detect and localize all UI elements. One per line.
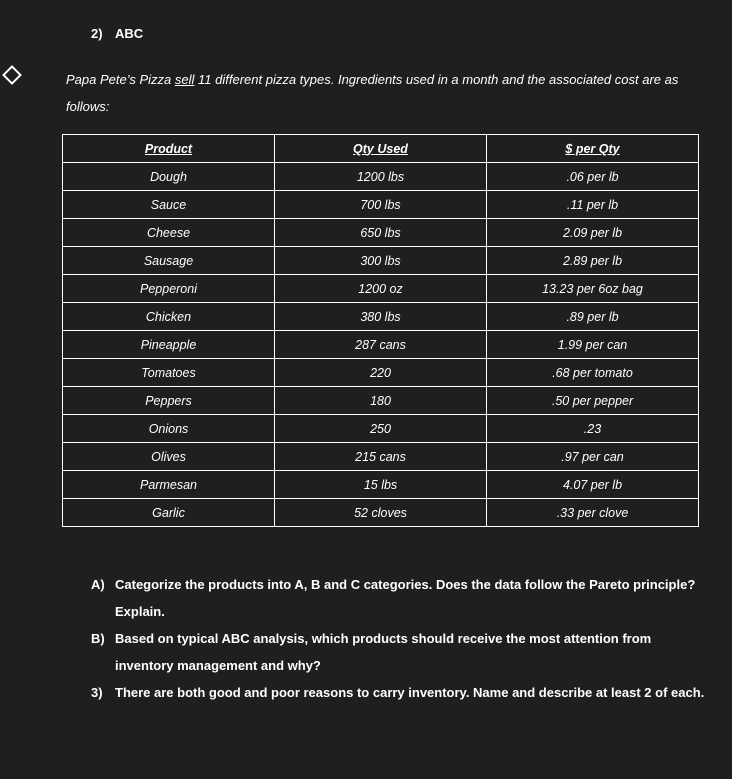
table-row xyxy=(63,303,699,331)
cell-qty-used: 215 cans xyxy=(275,443,487,471)
intro-text-start: Papa Pete’s Pizza xyxy=(66,72,175,87)
cell-price-per-qty: .06 per lb xyxy=(487,163,699,191)
header-price-per-qty: $ per Qty xyxy=(487,135,699,163)
cell-product: Peppers xyxy=(63,387,275,415)
cell-price-per-qty: .50 per pepper xyxy=(487,387,699,415)
table-row xyxy=(63,387,699,415)
cell-price-per-qty: .33 per clove xyxy=(487,499,699,527)
cell-product: Onions xyxy=(63,415,275,443)
cell-product: Sauce xyxy=(63,191,275,219)
cell-product: Olives xyxy=(63,443,275,471)
cell-qty-used: 15 lbs xyxy=(275,471,487,499)
cell-price-per-qty: 1.99 per can xyxy=(487,331,699,359)
cell-product: Pepperoni xyxy=(63,275,275,303)
section-number: 2) xyxy=(91,26,103,41)
cell-price-per-qty: 13.23 per 6oz bag xyxy=(487,275,699,303)
table-row xyxy=(63,443,699,471)
question-b xyxy=(91,625,711,679)
question-3 xyxy=(91,679,711,706)
cell-price-per-qty: .68 per tomato xyxy=(487,359,699,387)
cell-qty-used: 1200 oz xyxy=(275,275,487,303)
cell-product: Cheese xyxy=(63,219,275,247)
ingredients-table xyxy=(62,134,699,527)
question-label: 3) xyxy=(91,685,103,700)
table-row xyxy=(63,219,699,247)
cell-qty-used: 180 xyxy=(275,387,487,415)
question-a xyxy=(91,571,711,625)
cell-qty-used: 52 cloves xyxy=(275,499,487,527)
cell-price-per-qty: .97 per can xyxy=(487,443,699,471)
header-product: Product xyxy=(63,135,275,163)
question-text: Based on typical ABC analysis, which products should receive the most attention from inventory management and why? xyxy=(115,631,652,673)
questions-list xyxy=(91,571,711,706)
cell-product: Garlic xyxy=(63,499,275,527)
intro-underlined-word: sell xyxy=(174,72,195,87)
question-label: A) xyxy=(91,577,105,592)
section-heading xyxy=(91,26,143,41)
cell-product: Parmesan xyxy=(63,471,275,499)
cell-product: Pineapple xyxy=(63,331,275,359)
table-header-row xyxy=(63,135,699,163)
cell-price-per-qty: 2.89 per lb xyxy=(487,247,699,275)
cell-price-per-qty: .11 per lb xyxy=(487,191,699,219)
table-row xyxy=(63,359,699,387)
cell-qty-used: 250 xyxy=(275,415,487,443)
cell-qty-used: 300 lbs xyxy=(275,247,487,275)
question-text: Categorize the products into A, B and C categories. Does the data follow the Pareto principle? Explain. xyxy=(115,577,696,619)
cell-price-per-qty: .23 xyxy=(487,415,699,443)
diamond-bullet-icon xyxy=(2,65,22,85)
question-text: There are both good and poor reasons to carry inventory. Name and describe at least 2 of each. xyxy=(115,685,705,700)
table-row xyxy=(63,275,699,303)
cell-product: Sausage xyxy=(63,247,275,275)
table-row xyxy=(63,191,699,219)
table-row xyxy=(63,163,699,191)
cell-product: Tomatoes xyxy=(63,359,275,387)
table-row xyxy=(63,247,699,275)
cell-price-per-qty: 2.09 per lb xyxy=(487,219,699,247)
cell-qty-used: 650 lbs xyxy=(275,219,487,247)
cell-product: Dough xyxy=(63,163,275,191)
cell-qty-used: 1200 lbs xyxy=(275,163,487,191)
section-title: ABC xyxy=(115,26,144,41)
table-row xyxy=(63,499,699,527)
cell-product: Chicken xyxy=(63,303,275,331)
table-row xyxy=(63,471,699,499)
intro-paragraph xyxy=(66,66,706,120)
cell-price-per-qty: 4.07 per lb xyxy=(487,471,699,499)
cell-qty-used: 700 lbs xyxy=(275,191,487,219)
question-label: B) xyxy=(91,631,105,646)
cell-qty-used: 287 cans xyxy=(275,331,487,359)
cell-price-per-qty: .89 per lb xyxy=(487,303,699,331)
header-qty-used: Qty Used xyxy=(275,135,487,163)
table-row xyxy=(63,331,699,359)
cell-qty-used: 220 xyxy=(275,359,487,387)
table-row xyxy=(63,415,699,443)
cell-qty-used: 380 lbs xyxy=(275,303,487,331)
intro-text-end: 11 different pizza types. Ingredients used in a month and the associated cost are as follows: xyxy=(66,72,679,114)
